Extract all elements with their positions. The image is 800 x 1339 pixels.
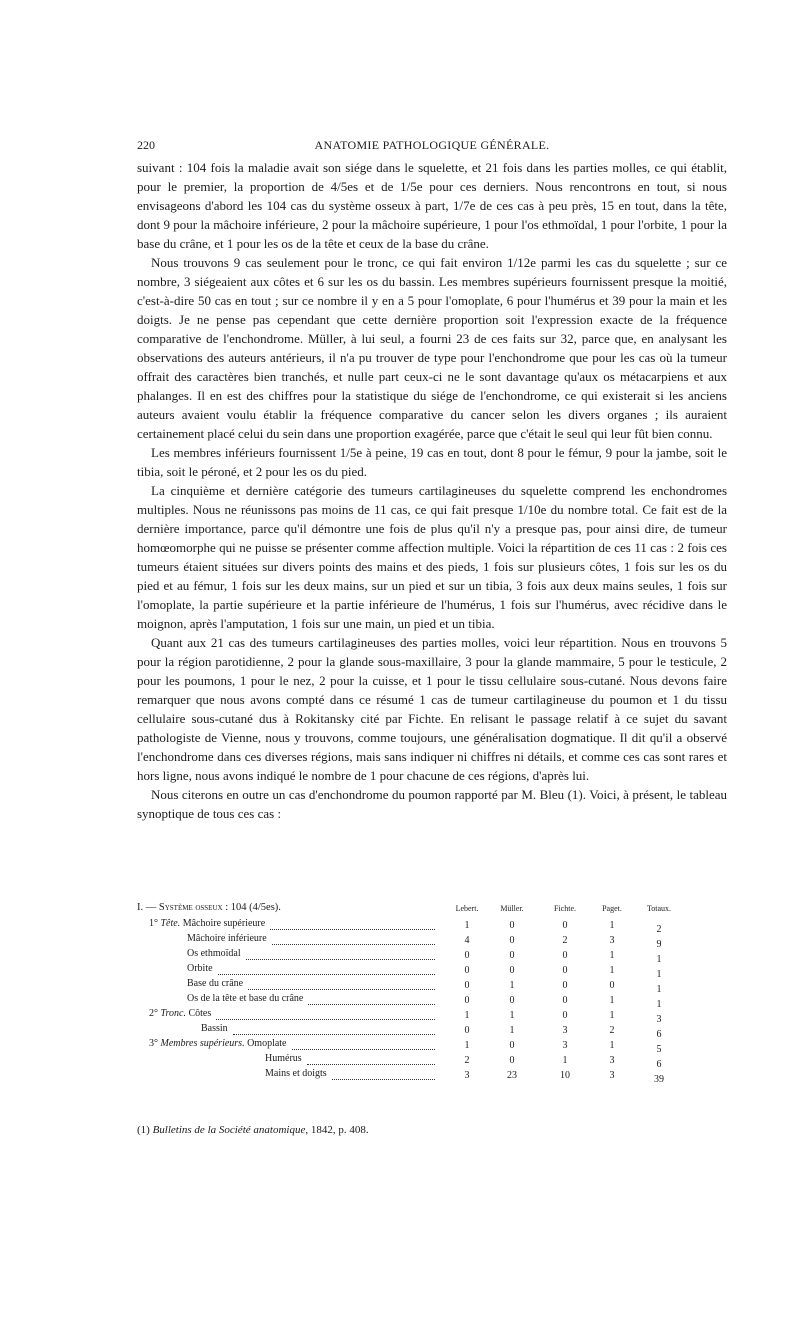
table-cell-value: 0: [509, 950, 515, 961]
dot-leader: [216, 1009, 435, 1020]
row-label-text: Mains et doigts: [265, 1068, 327, 1079]
paragraph: Nous trouvons 9 cas seulement pour le tronc, ce qui fait environ 1/12e parmi les cas du squelette ; sur ce nombre, 3 siégeaient aux côtes et 6 sur les os du bassin. Les membres supérieurs fournissent presque la moitié, c'est-à-dire 50 cas en tout ; sur ce nombre il y en a 5 pour l'omoplate, 6 pour l'humérus et 39 pour la main et les doigts. Je ne pense pas cependant que cette dernière proportion soit l'expression exacte de la fréquence comparative de l'enchondrome. Müller, à lui seul, a fourni 23 de ces faits sur 32, parce que, en analysant les observations des auteurs antérieurs, il n'a pu trouver de type pour l'enchondrome que pour les cas où la tumeur offrait des caractères bien tranchés, et nulle part ceux-ci ne le sont davantage qu'aux os métacarpiens et aux phalanges. Il en est des chiffres pour la statistique du siége de l'enchondrome, ce qui existerait si les anciens auteurs avaient voulu établir la fréquence comparative du cancer selon les divers organes ; ils auraient certainement placé celui du sein dans une proportion exagérée, parce que c'était le seul qui leur fût bien connu.: [137, 255, 727, 441]
footnote-marker: (1): [137, 1124, 153, 1136]
row-label-text: Base du crâne: [187, 978, 244, 989]
dot-leader: [307, 1054, 435, 1065]
table-title-caps: Système osseux: [158, 902, 223, 913]
table-row-label: [187, 978, 244, 989]
dot-leader: [272, 934, 435, 945]
table-cell-value: 3: [609, 1070, 615, 1081]
row-label-text: Os de la tête et base du crâne: [187, 993, 304, 1004]
table-cell-value: 0: [509, 1040, 515, 1051]
table-cell-value: 5: [656, 1044, 662, 1055]
dot-leader: [308, 994, 435, 1005]
row-label-text: Bassin: [201, 1023, 228, 1034]
table-row-label: [149, 918, 266, 929]
table-cell-value: 1: [464, 1010, 470, 1021]
row-group-label: Tronc.: [160, 1008, 189, 1019]
table-cell-value: 9: [656, 939, 662, 950]
table-cell-value: 6: [656, 1029, 662, 1040]
dot-leader: [233, 1024, 435, 1035]
table-cell-value: 0: [464, 980, 470, 991]
table-cell-value: 2: [464, 1055, 470, 1066]
table-cell-value: 23: [507, 1070, 517, 1081]
row-section-number: 2°: [149, 1008, 161, 1019]
synoptic-table: [137, 902, 727, 1122]
row-group-label: Membres supérieurs.: [160, 1038, 248, 1049]
column-header: Fichte.: [554, 904, 576, 913]
table-row-label: [201, 1023, 229, 1034]
row-label-text: Côtes: [188, 1008, 212, 1019]
dot-leader: [332, 1069, 435, 1080]
table-cell-value: 0: [562, 920, 568, 931]
table-cell-value: 4: [464, 935, 470, 946]
table-row-label: [187, 993, 304, 1004]
table-row-label: [187, 933, 268, 944]
table-row-label: [149, 1008, 212, 1019]
table-cell-value: 3: [464, 1070, 470, 1081]
table-cell-value: 0: [562, 980, 568, 991]
row-group-label: Tête.: [160, 918, 183, 929]
paragraph: Quant aux 21 cas des tumeurs cartilagineuses des parties molles, voici leur répartition. Nous en trouvons 5 pour la région parotidienne, 2 pour la glande sous-maxillaire, 3 pour la glande mammaire, 5 pour le testicule, 2 pour les poumons, 1 pour le nez, 2 pour la cuisse, et 1 pour le tissu cellulaire sous-cutané. Nous devons faire remarquer que nous avons compté dans ce résumé 1 cas de tumeur cartilagineuse du poumon et 1 du tissu cellulaire sous-cutané dus à Rokitansky cité par Fichte. En relisant le passage relatif à ce sujet du savant pathologiste de Vienne, nous y trouvons, comme toujours, une généralisation dogmatique. Il dit qu'il a observé l'enchondrome dans ces diverses régions, mais sans indiquer ni chiffres ni détails, et comme ces cas sont rares et hors ligne, nous avons indiqué le nombre de 1 pour chacune de ces régions, d'après lui.: [137, 635, 727, 783]
table-title-prefix: I. —: [137, 902, 159, 913]
table-cell-value: 1: [609, 965, 615, 976]
footnote-details: , 1842, p. 408.: [305, 1124, 369, 1136]
table-cell-value: 0: [464, 965, 470, 976]
table-cell-value: 3: [609, 1055, 615, 1066]
row-label-text: Omoplate: [247, 1038, 287, 1049]
dot-leader: [270, 919, 435, 930]
table-cell-value: 0: [464, 995, 470, 1006]
table-row-label: [149, 1038, 288, 1049]
table-cell-value: 0: [509, 1055, 515, 1066]
table-cell-value: 1: [509, 980, 515, 991]
row-label-text: Mâchoire supérieure: [182, 918, 266, 929]
table-title: [137, 902, 281, 913]
table-cell-value: 1: [609, 920, 615, 931]
row-section-number: 1°: [149, 918, 161, 929]
table-row-label: [265, 1053, 303, 1064]
table-cell-value: 2: [609, 1025, 615, 1036]
table-cell-value: 1: [562, 1055, 568, 1066]
table-cell-value: 1: [464, 1040, 470, 1051]
page-number: 220: [137, 138, 155, 152]
table-row-label: [265, 1068, 328, 1079]
dot-leader: [246, 949, 435, 960]
table-cell-value: 1: [656, 954, 662, 965]
row-label-text: Orbite: [187, 963, 213, 974]
table-cell-value: 1: [609, 1040, 615, 1051]
table-cell-value: 1: [656, 999, 662, 1010]
paragraph: La cinquième et dernière catégorie des tumeurs cartilagineuses du squelette comprend les enchondromes multiples. Nous ne réunissons pas moins de 11 cas, ce qui fait presque 1/10e du nombre total. Ce fait est de la dernière importance, parce qu'il démontre une fois de plus qu'il n'y a presque pas, pour ainsi dire, de tumeur homœomorphe qui ne puisse se présenter comme affection multiple. Voici la répartition de ces 11 cas : 2 fois ces tumeurs étaient situées sur divers points des mains et des pieds, 1 fois sur plusieurs côtes, 1 fois sur les os du pied et au fémur, 1 fois sur les deux mains, sur un pied et sur un tibia, 3 fois aux deux mains seules, 1 fois sur l'omoplate, la partie supérieure et la partie inférieure de l'humérus, 1 fois sur l'humérus, avec récidive dans le moignon, après l'amputation, 1 fois sur une main, un pied et un tibia.: [137, 483, 727, 631]
table-cell-value: 1: [509, 1010, 515, 1021]
row-label-text: Os ethmoïdal: [187, 948, 241, 959]
table-cell-value: 1: [609, 950, 615, 961]
table-cell-value: 0: [509, 920, 515, 931]
table-cell-value: 2: [562, 935, 568, 946]
dot-leader: [248, 979, 435, 990]
table-cell-value: 0: [464, 1025, 470, 1036]
running-header: [137, 138, 727, 156]
table-cell-value: 1: [509, 1025, 515, 1036]
table-row-label: [187, 948, 242, 959]
table-cell-value: 1: [609, 1010, 615, 1021]
column-header: Lebert.: [455, 904, 479, 913]
table-cell-value: 1: [464, 920, 470, 931]
row-label-text: Mâchoire inférieure: [187, 933, 267, 944]
paragraph: suivant : 104 fois la maladie avait son siége dans le squelette, et 21 fois dans les parties molles, ce qui établit, pour le premier, la proportion de 4/5es et de 1/5e pour ces derniers. Nous rencontrons en tout, si nous envisageons d'abord les 104 cas du système osseux à part, 1/7e de ces cas à peu près, 15 en tout, dans la tête, dont 9 pour la mâchoire inférieure, 2 pour la mâchoire supérieure, 1 pour l'os ethmoïdal, 1 pour l'orbite, 1 pour la base du crâne, et 1 pour les os de la tête et ceux de la base du crâne.: [137, 160, 727, 251]
table-cell-value: 2: [656, 924, 662, 935]
table-cell-value: 6: [656, 1059, 662, 1070]
dot-leader: [218, 964, 435, 975]
table-cell-value: 0: [562, 950, 568, 961]
column-header: Totaux.: [646, 904, 672, 913]
table-cell-value: 0: [509, 935, 515, 946]
column-header: Müller.: [500, 904, 524, 913]
column-header: Paget.: [602, 904, 622, 913]
table-cell-value: 39: [654, 1074, 664, 1085]
body-text: [137, 158, 727, 823]
table-cell-value: 3: [609, 935, 615, 946]
footnote: [137, 1124, 369, 1136]
table-cell-value: 0: [464, 950, 470, 961]
table-cell-value: 0: [562, 965, 568, 976]
paragraph: Les membres inférieurs fournissent 1/5e à peine, 19 cas en tout, dont 8 pour le fémur, 9 pour la jambe, soit le tibia, soit le péroné, et 2 pour les os du pied.: [137, 445, 727, 479]
table-cell-value: 3: [562, 1040, 568, 1051]
table-cell-value: 0: [562, 1010, 568, 1021]
table-cell-value: 3: [656, 1014, 662, 1025]
running-title: ANATOMIE PATHOLOGIQUE GÉNÉRALE.: [314, 138, 550, 152]
table-cell-value: 1: [609, 995, 615, 1006]
table-cell-value: 0: [509, 965, 515, 976]
table-cell-value: 1: [656, 969, 662, 980]
table-cell-value: 1: [656, 984, 662, 995]
row-label-text: Humérus: [265, 1053, 302, 1064]
table-cell-value: 0: [562, 995, 568, 1006]
table-cell-value: 0: [509, 995, 515, 1006]
dot-leader: [292, 1039, 436, 1050]
table-cell-value: 3: [562, 1025, 568, 1036]
footnote-source: Bulletins de la Société anatomique: [152, 1124, 306, 1136]
paragraph: Nous citerons en outre un cas d'enchondrome du poumon rapporté par M. Bleu (1). Voici, à présent, le tableau synoptique de tous ces cas :: [137, 787, 727, 821]
table-row-label: [187, 963, 214, 974]
table-title-suffix: : 104 (4/5es).: [222, 902, 281, 913]
table-cell-value: 10: [560, 1070, 570, 1081]
row-section-number: 3°: [149, 1038, 161, 1049]
table-cell-value: 0: [609, 980, 615, 991]
